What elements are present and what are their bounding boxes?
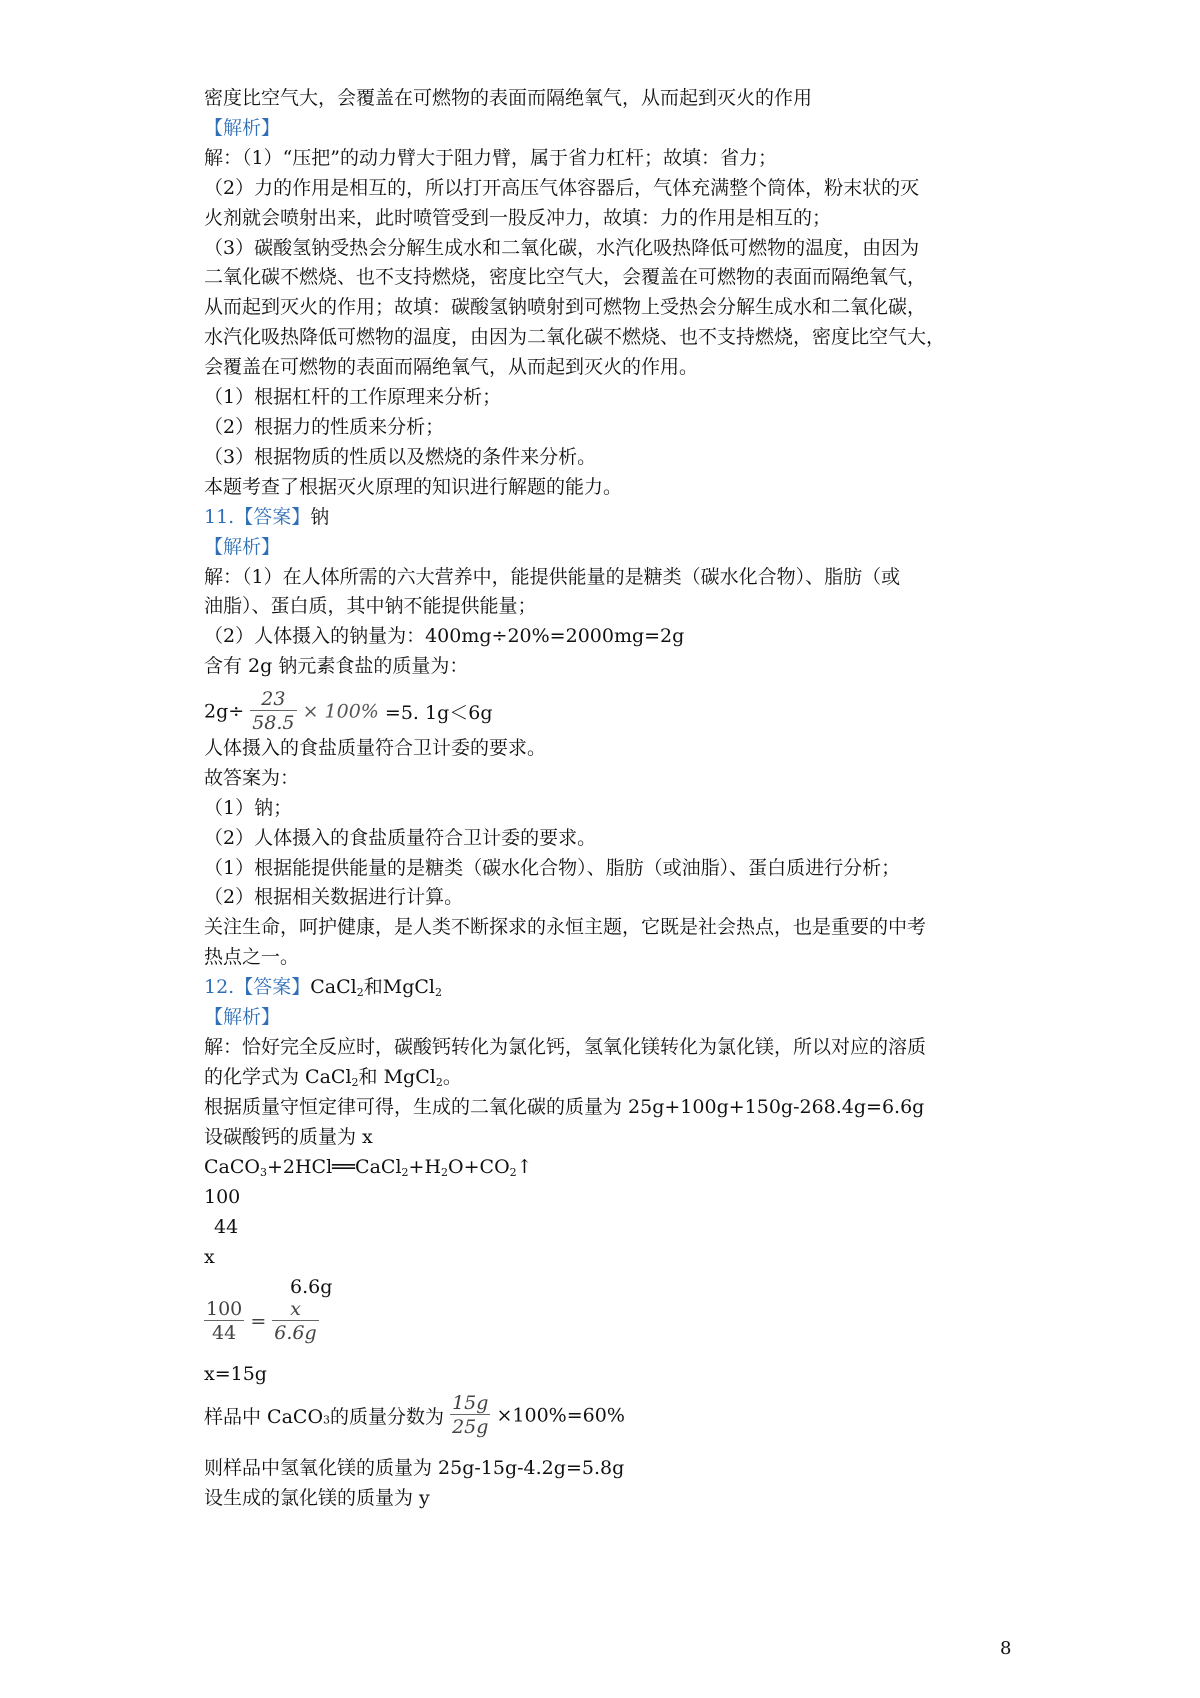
- answer-text: MgCl: [382, 976, 435, 998]
- analysis-heading: 【解析】: [204, 536, 281, 558]
- subscript: 3: [259, 1166, 267, 1179]
- text-line: （2）根据相关数据进行计算。: [204, 886, 464, 908]
- answer-text: 钠: [310, 506, 330, 528]
- subscript: 2: [356, 986, 364, 999]
- analysis-heading: 【解析】: [204, 1006, 281, 1028]
- text-line: （1）钠；: [204, 797, 293, 819]
- fraction-numerator: 15g: [452, 1392, 489, 1414]
- text-line: 6.6g: [290, 1276, 333, 1298]
- chemical-equation: [204, 1155, 533, 1179]
- fraction-numerator: 23: [250, 688, 296, 711]
- fraction: [204, 1298, 244, 1345]
- formula-prefix: 2g÷: [204, 700, 245, 723]
- text-span: ↑: [516, 1156, 533, 1178]
- text-line: 火剂就会喷射出来，此时喷管受到一股反冲力，故填：力的作用是相互的；: [204, 207, 832, 229]
- text-line: 从而起到灭火的作用；故填：碳酸氢钠喷射到可燃物上受热会分解生成水和二氧化碳，: [204, 296, 927, 318]
- fraction-numerator: 100: [206, 1298, 243, 1320]
- text-span: CaCO: [204, 1156, 260, 1178]
- answer-tag: 【答案】: [234, 976, 311, 998]
- page-number: 8: [1000, 1638, 1012, 1659]
- text-line: 44: [214, 1216, 239, 1238]
- text-span: O+CO: [448, 1156, 510, 1178]
- answer-text: 和: [363, 976, 383, 998]
- text-line: 则样品中氢氧化镁的质量为 25g-15g-4.2g=5.8g: [204, 1457, 625, 1479]
- text-line: 本题考查了根据灭火原理的知识进行解题的能力。: [204, 476, 623, 498]
- answer-text: CaCl: [310, 976, 357, 998]
- text-line: 含有 2g 钠元素食盐的质量为：: [204, 655, 469, 677]
- answer-tag: 【答案】: [234, 506, 311, 528]
- text-line: 会覆盖在可燃物的表面而隔绝氧气，从而起到灭火的作用。: [204, 356, 699, 378]
- fraction: [450, 1392, 490, 1439]
- fraction-denominator: 6.6g: [274, 1322, 317, 1344]
- text-line: 密度比空气大，会覆盖在可燃物的表面而隔绝氧气，从而起到灭火的作用: [204, 87, 813, 109]
- question-11-answer: [204, 505, 329, 529]
- text-line: 故答案为：: [204, 767, 300, 789]
- text-line: x=15g: [204, 1363, 267, 1385]
- fraction-denominator: 44: [212, 1322, 237, 1344]
- text-line: 水汽化吸热降低可燃物的温度，由因为二氧化碳不燃烧、也不支持燃烧，密度比空气大，: [204, 326, 946, 348]
- text-span: 的化学式为 CaCl: [204, 1066, 352, 1088]
- subscript: 2: [434, 986, 442, 999]
- text-line: 热点之一。: [204, 946, 300, 968]
- text-line: （2）人体摄入的钠量为：400mg÷20%=2000mg=2g: [204, 625, 685, 647]
- text-span: 的质量分数为: [330, 1406, 445, 1428]
- text-line: （1）根据杠杆的工作原理来分析；: [204, 386, 502, 408]
- text-span: 样品中 CaCO: [204, 1406, 324, 1428]
- subscript: 2: [351, 1076, 359, 1089]
- text-span: +2HCl══CaCl: [266, 1156, 402, 1178]
- question-number: 11.: [204, 506, 235, 528]
- text-line: 设碳酸钙的质量为 x: [204, 1126, 373, 1148]
- subscript: 2: [401, 1166, 409, 1179]
- subscript: 2: [441, 1166, 449, 1179]
- text-line: x: [204, 1246, 215, 1268]
- formula-multiplier: × 100%: [302, 700, 379, 723]
- text-line: （2）力的作用是相互的，所以打开高压气体容器后，气体充满整个筒体，粉末状的灭: [204, 177, 920, 199]
- text-span: 和 MgCl: [358, 1066, 436, 1088]
- fraction: [272, 1298, 318, 1345]
- text-line: 解：（1）“压把”的动力臂大于阻力臂，属于省力杠杆；故填：省力；: [204, 147, 778, 169]
- equals-sign: =: [250, 1310, 267, 1333]
- text-line: 关注生命，呵护健康，是人类不断探求的永恒主题，它既是社会热点，也是重要的中考: [204, 916, 927, 938]
- fraction-denominator: 25g: [452, 1416, 489, 1438]
- fraction-numerator: x: [272, 1298, 318, 1321]
- text-line: 人体摄入的食盐质量符合卫计委的要求。: [204, 737, 547, 759]
- fraction-denominator: 58.5: [252, 712, 295, 734]
- subscript: 2: [435, 1076, 443, 1089]
- formula-result: =5. 1g＜6g: [378, 702, 493, 724]
- text-line: （2）人体摄入的食盐质量符合卫计委的要求。: [204, 827, 597, 849]
- formula-salt-mass: [204, 688, 493, 735]
- text-line: 100: [204, 1186, 241, 1208]
- text-span: +H: [408, 1156, 442, 1178]
- text-line: [204, 1065, 462, 1089]
- question-12-answer: [204, 975, 442, 999]
- text-line: 根据质量守恒定律可得，生成的二氧化碳的质量为 25g+100g+150g-268.4g=6.6g: [204, 1096, 925, 1118]
- fraction: [250, 688, 296, 735]
- text-line: 解：恰好完全反应时，碳酸钙转化为氯化钙，氢氧化镁转化为氯化镁，所以对应的溶质: [204, 1036, 927, 1058]
- text-line: （3）碳酸氢钠受热会分解生成水和二氧化碳，水汽化吸热降低可燃物的温度，由因为: [204, 237, 920, 259]
- mass-fraction-line: [204, 1392, 625, 1439]
- text-line: 油脂）、蛋白质，其中钠不能提供能量；: [204, 595, 537, 617]
- text-span: ×100%=60%: [496, 1404, 625, 1427]
- proportion-formula: [204, 1298, 319, 1345]
- analysis-heading: 【解析】: [204, 117, 281, 139]
- question-number: 12.: [204, 976, 235, 998]
- text-line: 解：（1）在人体所需的六大营养中，能提供能量的是糖类（碳水化合物）、脂肪（或: [204, 566, 901, 588]
- text-span: 。: [442, 1066, 462, 1088]
- text-line: （2）根据力的性质来分析；: [204, 416, 445, 438]
- text-line: （1）根据能提供能量的是糖类（碳水化合物）、脂肪（或油脂）、蛋白质进行分析；: [204, 857, 901, 879]
- text-line: （3）根据物质的性质以及燃烧的条件来分析。: [204, 446, 597, 468]
- subscript: 2: [509, 1166, 517, 1179]
- text-line: 设生成的氯化镁的质量为 y: [204, 1487, 430, 1509]
- subscript: 3: [323, 1413, 331, 1427]
- text-line: 二氧化碳不燃烧、也不支持燃烧，密度比空气大，会覆盖在可燃物的表面而隔绝氧气，: [204, 266, 927, 288]
